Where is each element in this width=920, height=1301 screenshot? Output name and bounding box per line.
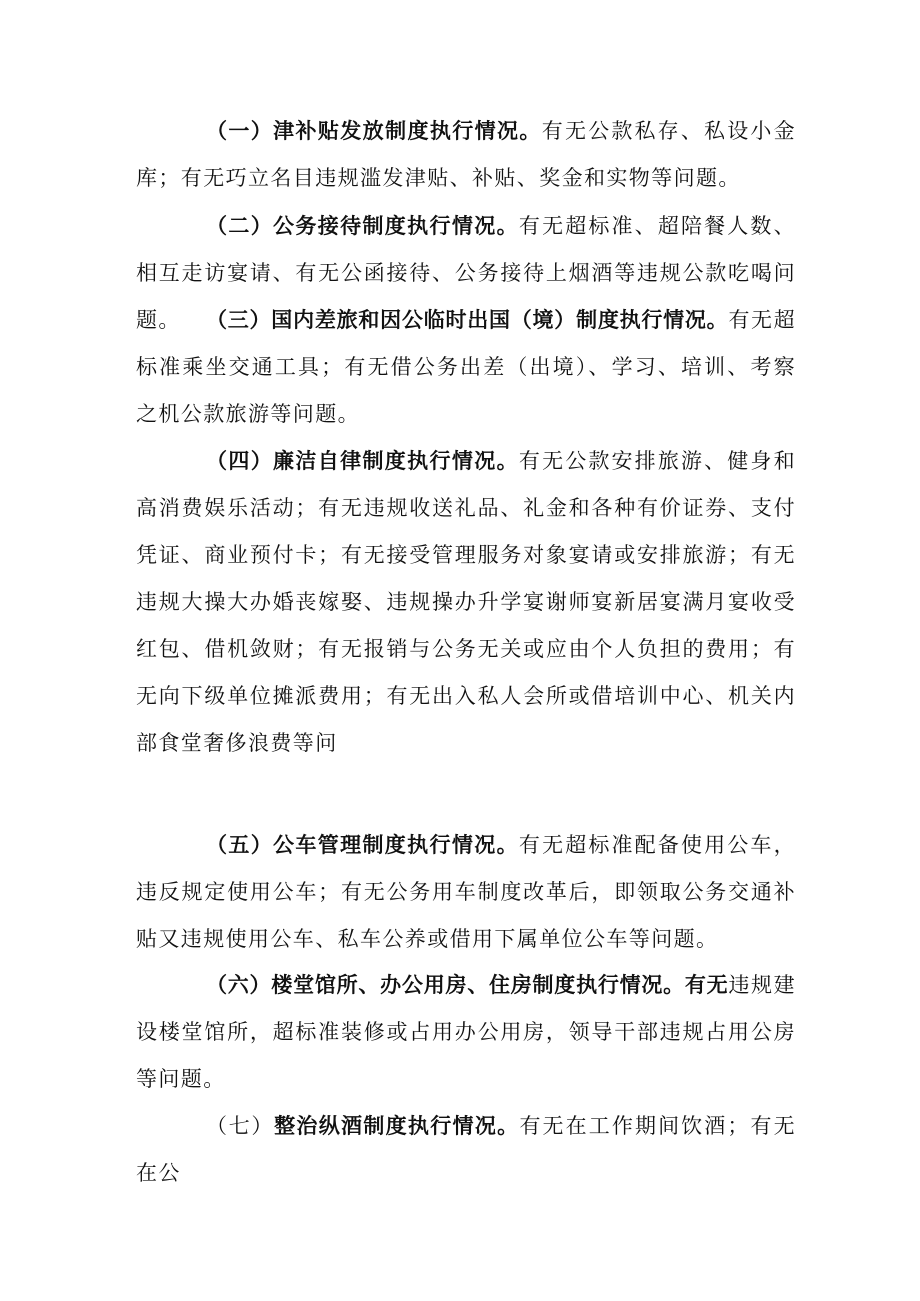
paragraph-6-heading: （六）楼堂馆所、办公用房、住房制度执行情况。有无 bbox=[206, 973, 729, 997]
paragraph-1-heading: （一）津补贴发放制度执行情况。 bbox=[206, 119, 542, 143]
paragraph-5-heading: （五）公车管理制度执行情况。 bbox=[206, 833, 519, 857]
paragraph-5-body: 有无超标准配备使用公车，违反规定使用公车；有无公务用车制度改革后，即领取公务交通补贴又违规使用公车、私车公养或借用下属单位公车等问题。 bbox=[136, 833, 796, 951]
paragraph-5 bbox=[136, 822, 796, 963]
paragraph-7-prefix: （七） bbox=[206, 1114, 275, 1138]
paragraph-2-heading: （二）公务接待制度执行情况。 bbox=[206, 214, 519, 238]
paragraph-7-heading: 整治纵酒制度执行情况。 bbox=[274, 1114, 520, 1138]
paragraph-3-body: 有无超标准乘坐交通工具；有无借公务出差（出境）、学习、培训、考察之机公款旅游等问题。 bbox=[136, 308, 796, 426]
paragraph-1 bbox=[136, 108, 796, 202]
paragraph-3-heading: （三）国内差旅和因公临时出国（境）制度执行情况。 bbox=[206, 308, 729, 332]
paragraph-2-body: 有无超标准、超陪餐人数、相互走访宴请、有无公函接待、公务接待上烟酒等违规公款吃喝问题。 bbox=[136, 214, 796, 332]
paragraph-4 bbox=[136, 438, 796, 767]
paragraph-1-body: 有无公款私存、私设小金库；有无巧立名目违规滥发津贴、补贴、奖金和实物等问题。 bbox=[136, 119, 797, 190]
paragraph-6 bbox=[136, 962, 796, 1103]
paragraph-7-body: 有无在工作期间饮酒；有无在公 bbox=[136, 1114, 796, 1185]
paragraph-4-body: 有无公款安排旅游、健身和高消费娱乐活动；有无违规收送礼品、礼金和各种有价证券、支付凭证、商业预付卡；有无接受管理服务对象宴请或安排旅游；有无违规大操大办婚丧嫁娶、违规操办升学宴谢师宴新居宴满月宴收受红包、借机敛财；有无报销与公务无关或应由个人负担的费用；有无向下级单位摊派费用；有无出入私人会所或借培训中心、机关内部食堂奢侈浪费等问 bbox=[136, 449, 796, 755]
paragraph-6-body: 违规建设楼堂馆所，超标准装修或占用办公用房，领导干部违规占用公房等问题。 bbox=[136, 973, 796, 1091]
paragraph-7 bbox=[136, 1103, 796, 1197]
paragraph-3 bbox=[136, 297, 796, 438]
paragraph-4-heading: （四）廉洁自律制度执行情况。 bbox=[206, 449, 519, 473]
